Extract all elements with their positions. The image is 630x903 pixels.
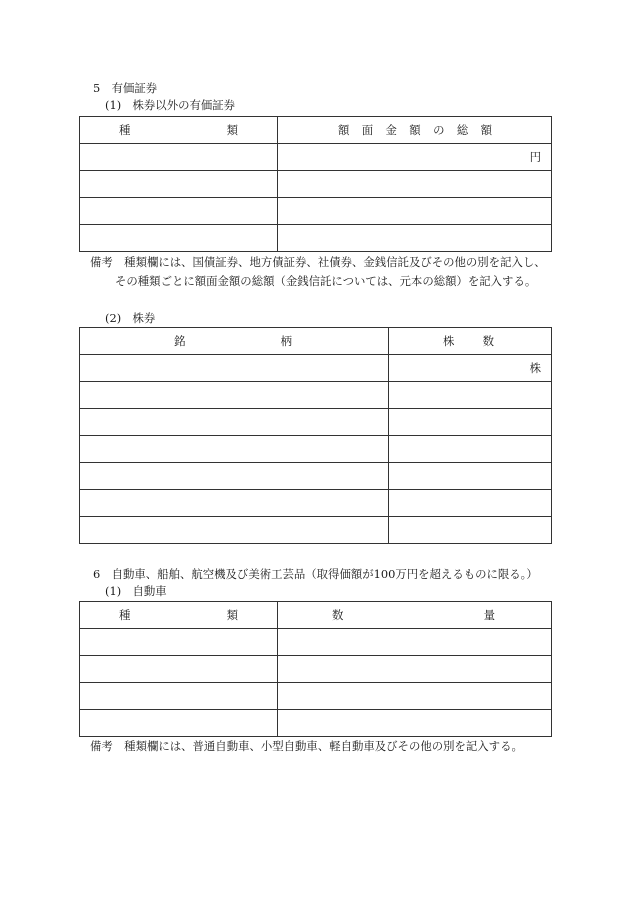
header-char: 銘 bbox=[174, 334, 186, 348]
face-amount-cell bbox=[278, 225, 552, 252]
shares-cell bbox=[389, 517, 552, 544]
face-amount-cell bbox=[278, 198, 552, 225]
header-char: 柄 bbox=[280, 334, 292, 348]
kind-header-cell bbox=[80, 602, 278, 629]
brand-cell bbox=[80, 436, 389, 463]
shares-cell bbox=[389, 382, 552, 409]
table-row bbox=[80, 629, 552, 656]
header-char: 額 bbox=[338, 123, 350, 137]
quantity-header bbox=[332, 602, 495, 628]
face-amount-header bbox=[338, 117, 492, 143]
kind-cell bbox=[80, 225, 278, 252]
table-row bbox=[80, 198, 552, 225]
table-row bbox=[80, 463, 552, 490]
header-char: 量 bbox=[483, 608, 495, 622]
header-char: 額 bbox=[409, 123, 421, 137]
shares-header bbox=[443, 328, 494, 354]
header-char: 数 bbox=[482, 334, 494, 348]
table-row bbox=[80, 710, 552, 737]
stocks-subheading: (2) 株券 bbox=[105, 311, 156, 325]
kind-cell bbox=[80, 683, 278, 710]
quantity-cell bbox=[278, 656, 552, 683]
header-char: 面 bbox=[361, 123, 374, 137]
securities-table bbox=[79, 116, 552, 252]
header-char: 種 bbox=[119, 123, 131, 137]
shares-cell bbox=[389, 463, 552, 490]
stocks-table bbox=[79, 327, 552, 544]
table-header-row bbox=[80, 117, 552, 144]
header-char: 類 bbox=[226, 608, 238, 622]
kind-header bbox=[119, 117, 238, 143]
face-amount-header-cell bbox=[278, 117, 552, 144]
brand-cell bbox=[80, 382, 389, 409]
table-row bbox=[80, 382, 552, 409]
table-row bbox=[80, 355, 552, 382]
securities-note-line-1: 備考 種類欄には、国債証券、地方債証券、社債券、金銭信託及びその他の別を記入し、 bbox=[90, 255, 546, 269]
brand-header-cell bbox=[80, 328, 389, 355]
brand-cell bbox=[80, 517, 389, 544]
quantity-cell bbox=[278, 710, 552, 737]
securities-note-line-2: その種類ごとに額面金額の総額（金銭信託については、元本の総額）を記入する。 bbox=[115, 274, 537, 288]
section-6-heading: 6 自動車、船舶、航空機及び美術工芸品（取得価額が100万円を超えるものに限る。） bbox=[93, 567, 538, 581]
face-amount-cell bbox=[278, 144, 552, 171]
brand-header bbox=[174, 328, 292, 354]
quantity-cell bbox=[278, 629, 552, 656]
kind-cell bbox=[80, 171, 278, 198]
table-row bbox=[80, 144, 552, 171]
automobiles-table bbox=[79, 601, 552, 737]
automobiles-note: 備考 種類欄には、普通自動車、小型自動車、軽自動車及びその他の別を記入する。 bbox=[90, 739, 523, 753]
table-header-row bbox=[80, 328, 552, 355]
kind-cell bbox=[80, 144, 278, 171]
table-row bbox=[80, 656, 552, 683]
brand-cell bbox=[80, 490, 389, 517]
brand-cell bbox=[80, 463, 389, 490]
shares-header-cell bbox=[389, 328, 552, 355]
table-row bbox=[80, 517, 552, 544]
header-char: 類 bbox=[226, 123, 238, 137]
table-row bbox=[80, 490, 552, 517]
shares-unit: 株 bbox=[529, 361, 541, 375]
table-header-row bbox=[80, 602, 552, 629]
header-char: 株 bbox=[443, 334, 455, 348]
header-char: 種 bbox=[119, 608, 131, 622]
header-char: 総 bbox=[456, 123, 469, 137]
yen-unit: 円 bbox=[529, 150, 541, 164]
header-char: 額 bbox=[480, 123, 492, 137]
brand-cell bbox=[80, 355, 389, 382]
kind-header bbox=[119, 602, 238, 628]
table-row bbox=[80, 409, 552, 436]
header-char: 数 bbox=[332, 608, 344, 622]
header-char: 金 bbox=[385, 123, 397, 137]
shares-cell bbox=[389, 355, 552, 382]
table-row bbox=[80, 225, 552, 252]
shares-cell bbox=[389, 436, 552, 463]
shares-cell bbox=[389, 409, 552, 436]
table-row bbox=[80, 436, 552, 463]
brand-cell bbox=[80, 409, 389, 436]
kind-cell bbox=[80, 629, 278, 656]
kind-cell bbox=[80, 656, 278, 683]
automobiles-subheading: (1) 自動車 bbox=[105, 584, 167, 598]
securities-subheading: (1) 株券以外の有価証券 bbox=[105, 98, 236, 112]
face-amount-cell bbox=[278, 171, 552, 198]
table-row bbox=[80, 683, 552, 710]
quantity-header-cell bbox=[278, 602, 552, 629]
quantity-cell bbox=[278, 683, 552, 710]
shares-cell bbox=[389, 490, 552, 517]
header-char: の bbox=[433, 123, 445, 137]
kind-cell bbox=[80, 198, 278, 225]
kind-header-cell bbox=[80, 117, 278, 144]
table-row bbox=[80, 171, 552, 198]
kind-cell bbox=[80, 710, 278, 737]
section-5-heading: 5 有価証券 bbox=[93, 81, 158, 95]
